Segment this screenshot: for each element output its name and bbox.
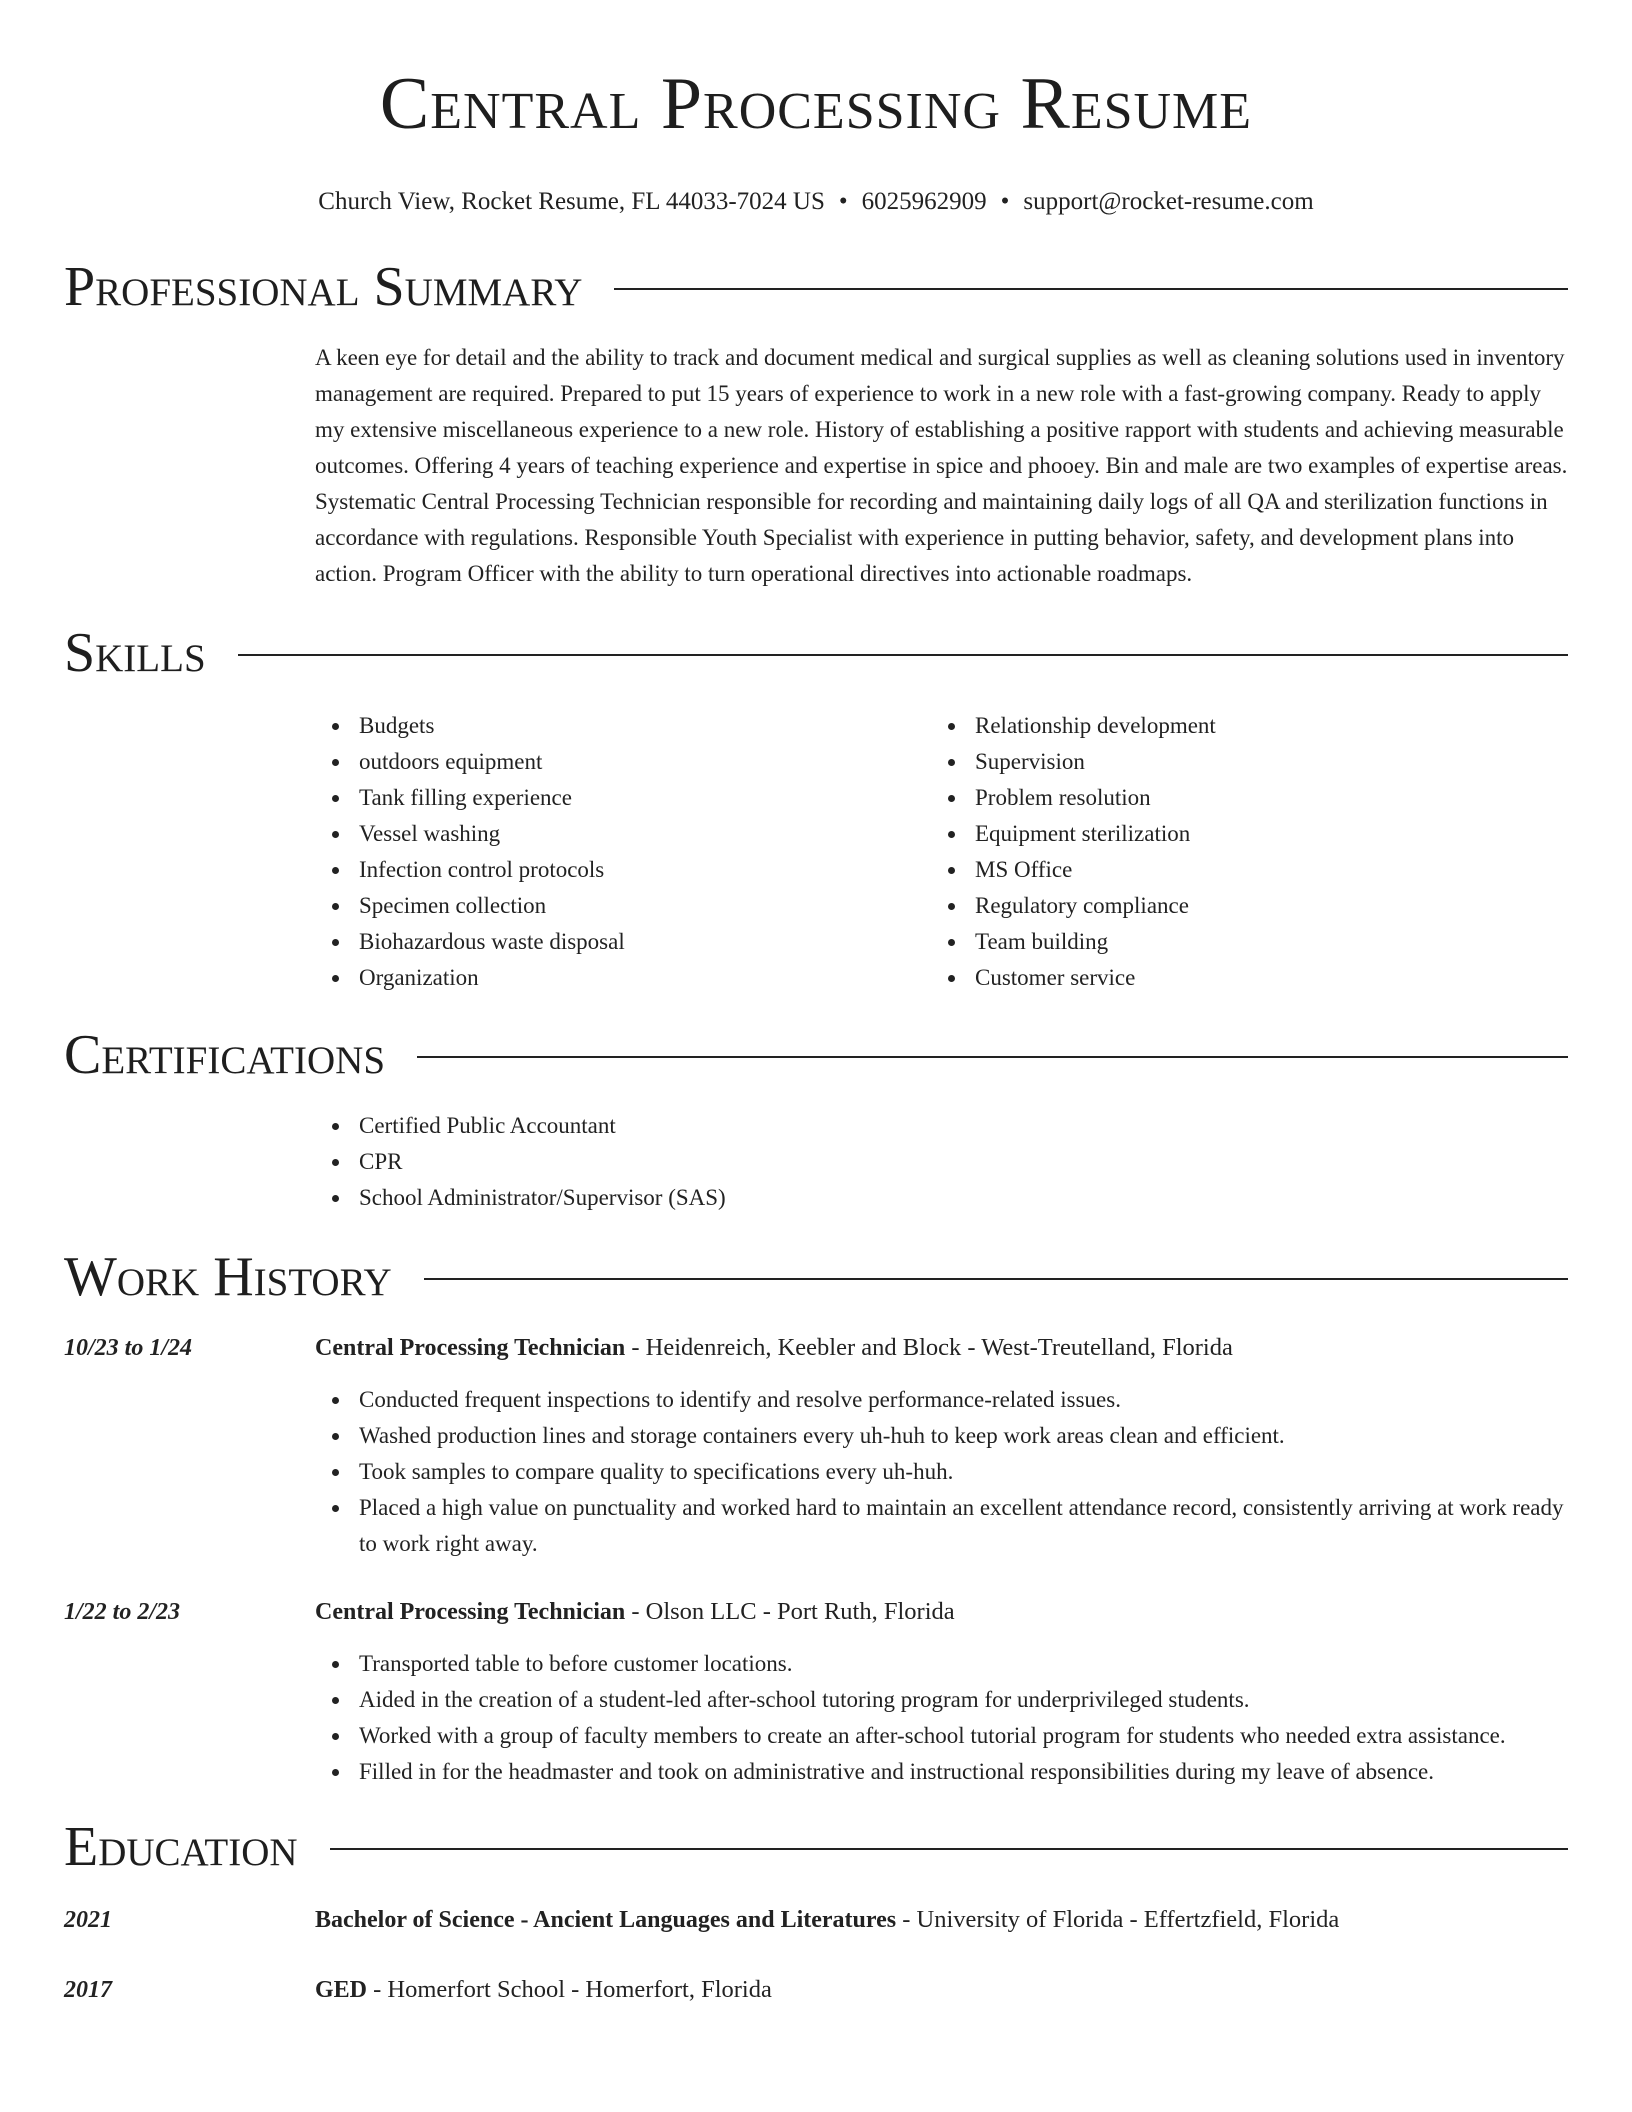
job-employer: - Olson LLC - Port Ruth, Florida [625,1598,955,1625]
job-bullet: Worked with a group of faculty members to create an after-school tutorial program for students who needed extra assistance. [315,1718,1568,1754]
job-bullet: Aided in the creation of a student-led after-school tutoring program for underprivileged students. [315,1682,1568,1718]
work-heading: Work History [64,1246,392,1308]
skill-item: Vessel washing [315,816,931,852]
skill-item: Supervision [931,744,1547,780]
education-heading: Education [64,1816,298,1878]
skills-heading: Skills [64,622,206,684]
education-school: - Homerfort School - Homerfort, Florida [367,1976,772,2003]
skill-item: Regulatory compliance [931,888,1547,924]
section-divider [330,1848,1568,1850]
education-line [315,1902,1568,1938]
skills-column-left [315,708,931,996]
job-entry [64,1330,1568,1562]
summary-heading: Professional Summary [64,256,583,318]
education-year: 2017 [64,1977,112,2003]
contact-line [64,186,1568,218]
job-bullet: Transported table to before customer locations. [315,1646,1568,1682]
job-bullet: Conducted frequent inspections to identify and resolve performance-related issues. [315,1382,1568,1418]
education-entry [64,1972,1568,2008]
section-divider [238,654,1568,656]
skill-item: Equipment sterilization [931,816,1547,852]
job-bullet: Took samples to compare quality to specifications every uh-huh. [315,1454,1568,1490]
job-bullet: Placed a high value on punctuality and worked hard to maintain an excellent attendance record, consistently arriving at work ready to work right away. [315,1490,1568,1562]
certification-item: CPR [315,1144,1568,1180]
job-entry [64,1594,1568,1790]
certification-item: Certified Public Accountant [315,1108,1568,1144]
contact-phone: 6025962909 [861,188,987,215]
education-school: - University of Florida - Effertzfield, Florida [896,1906,1340,1933]
certifications-heading: Certifications [64,1024,386,1086]
job-title: Central Processing Technician [315,1599,626,1625]
contact-address: Church View, Rocket Resume, FL 44033-7024 US [318,188,825,215]
education-degree: Bachelor of Science - Ancient Languages and Literatures [315,1907,897,1933]
contact-separator: • [838,188,848,215]
summary-section-header [64,252,1568,322]
section-divider [417,1056,1568,1058]
skill-item: Specimen collection [315,888,931,924]
job-bullet: Washed production lines and storage containers every uh-huh to keep work areas clean and efficient. [315,1418,1568,1454]
contact-email[interactable]: support@rocket-resume.com [1023,188,1314,215]
skill-item: Tank filling experience [315,780,931,816]
skill-item: MS Office [931,852,1547,888]
skills-column-right [931,708,1547,996]
skill-item: Budgets [315,708,931,744]
education-line [315,1972,1568,2008]
education-body [315,1902,1568,1938]
contact-separator: • [1000,188,1010,215]
job-title-line [315,1330,1568,1366]
skill-item: Customer service [931,960,1547,996]
skill-item: Problem resolution [931,780,1547,816]
job-bullets [315,1382,1568,1562]
job-employer: - Heidenreich, Keebler and Block - West-Treutelland, Florida [625,1334,1233,1361]
skills-section-header [64,618,1568,688]
job-bullet: Filled in for the headmaster and took on administrative and instructional responsibilities during my leave of absence. [315,1754,1568,1790]
certifications-section-header [64,1020,1568,1090]
job-dates: 1/22 to 2/23 [64,1599,181,1625]
certifications-list [315,1108,1568,1216]
resume-title: Central Processing Resume [379,63,1253,145]
skill-item: outdoors equipment [315,744,931,780]
work-section-header [64,1242,1568,1312]
job-body [315,1594,1568,1790]
skill-item: Relationship development [931,708,1547,744]
section-divider [614,288,1568,290]
education-body [315,1972,1568,2008]
skill-item: Team building [931,924,1547,960]
job-dates: 10/23 to 1/24 [64,1335,193,1361]
skills-list [315,708,1568,996]
summary-text: A keen eye for detail and the ability to track and document medical and surgical supplies as well as cleaning solutions used in inventory management are required. Prepared to put 15 years of experience to work in a new role with a fast-growing company. Ready to apply my extensive miscellaneous experience to a new role. History of establishing a positive rapport with students and achieving measurable outcomes. Offering 4 years of teaching experience and expertise in spice and phooey. Bin and male are two examples of expertise areas. Systematic Central Processing Technician responsible for recording and maintaining daily logs of all QA and sterilization functions in accordance with regulations. Responsible Youth Specialist with experience in putting behavior, safety, and development plans into action. Program Officer with the ability to turn operational directives into actionable roadmaps. [315,345,1568,586]
education-year: 2021 [64,1907,112,1933]
certification-item: School Administrator/Supervisor (SAS) [315,1180,1568,1216]
skill-item: Organization [315,960,931,996]
section-divider [424,1278,1568,1280]
job-title: Central Processing Technician [315,1335,626,1361]
education-degree: GED [315,1977,368,2003]
job-title-line [315,1594,1568,1630]
education-entry [64,1902,1568,1938]
skill-item: Biohazardous waste disposal [315,924,931,960]
job-body [315,1330,1568,1562]
job-bullets [315,1646,1568,1790]
skill-item: Infection control protocols [315,852,931,888]
education-section-header [64,1812,1568,1882]
